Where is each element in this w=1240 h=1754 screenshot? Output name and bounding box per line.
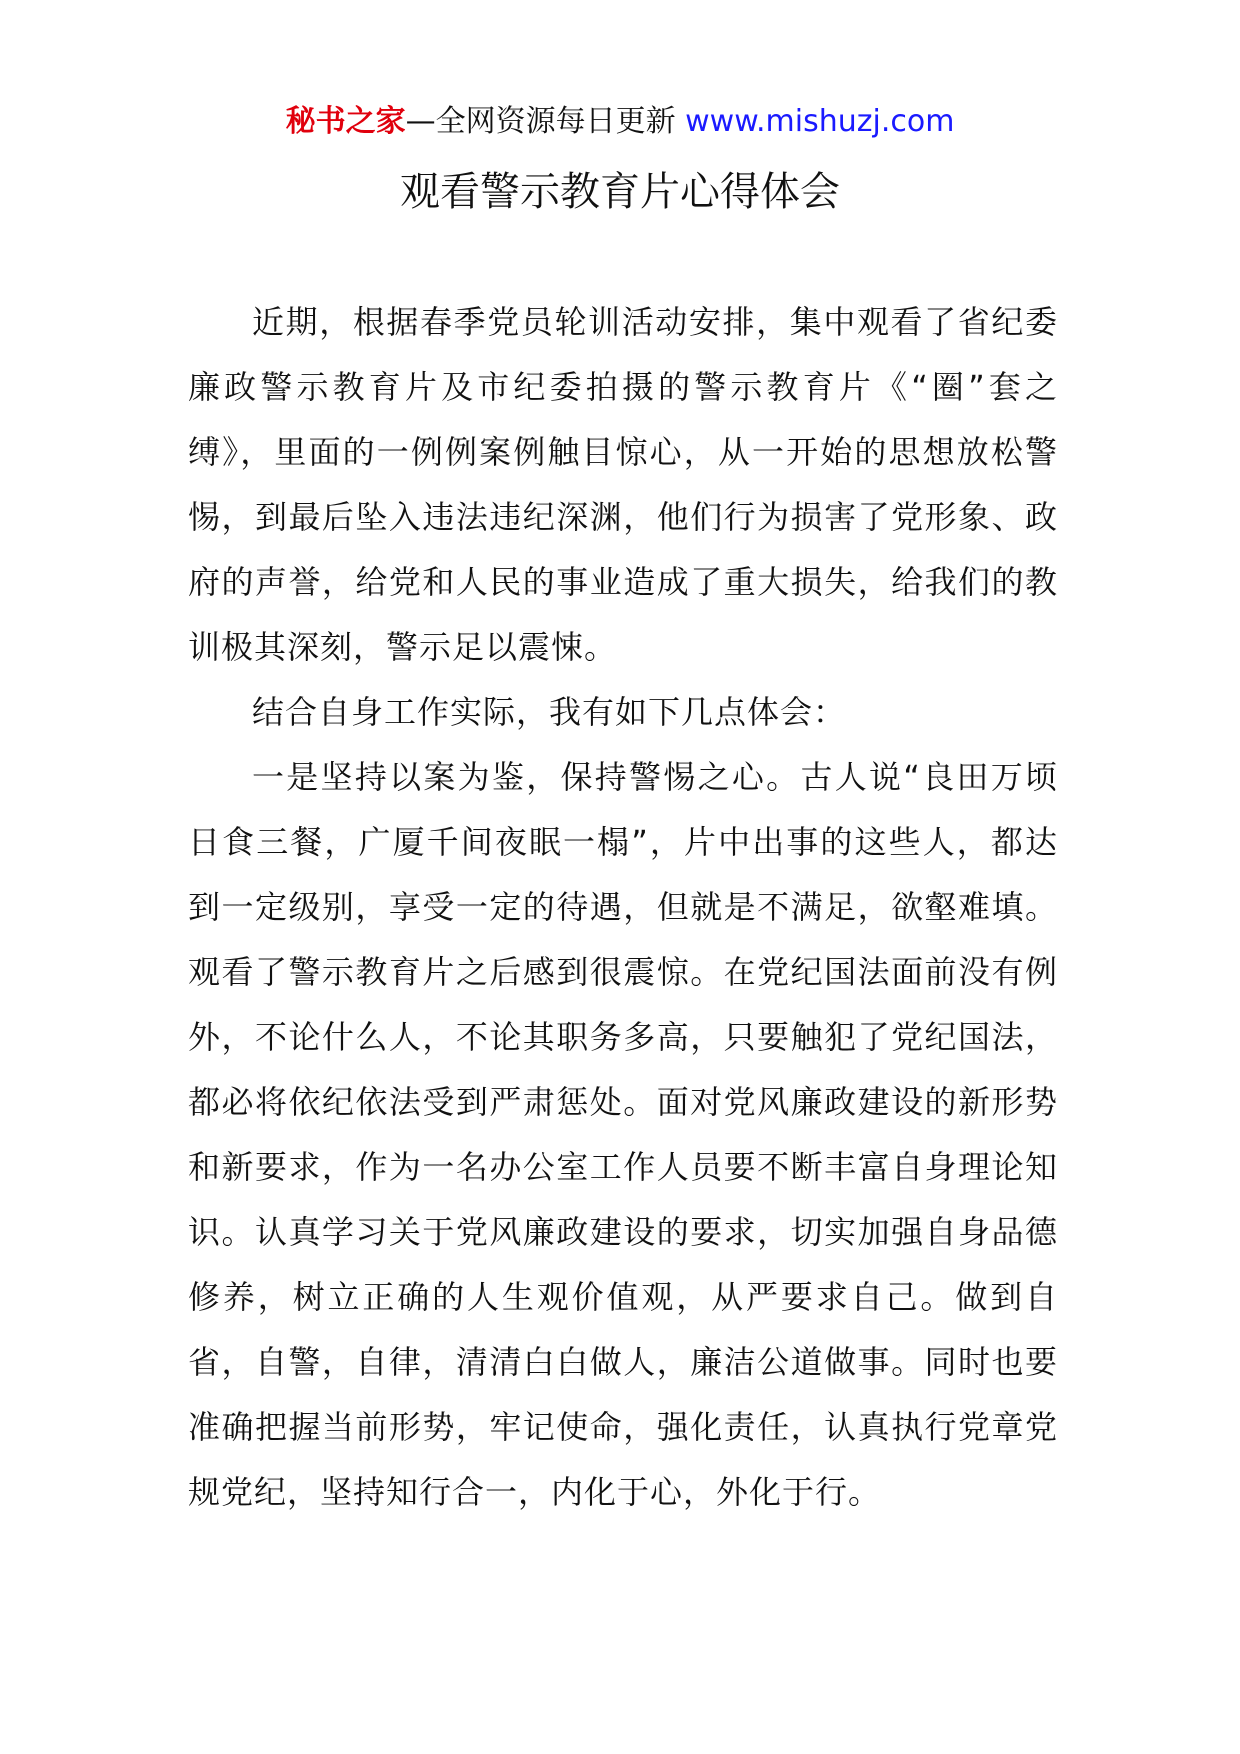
site-header (0, 100, 1240, 144)
site-url-link[interactable]: www.mishuzj.com (685, 104, 955, 139)
paragraph-summary: 结合自身工作实际，我有如下几点体会： (252, 693, 847, 731)
document-title: 观看警示教育片心得体会 (400, 169, 840, 215)
site-tagline: —全网资源每日更新 (405, 104, 686, 139)
paragraph-intro: 近期，根据春季党员轮训活动安排，集中观看了省纪委廉政警示教育片及市纪委拍摄的警示教育片《“圈”套之缚》，里面的一例例案例触目惊心，从一开始的思想放松警惕，到最后坠入违法违纪深渊，他们行为损害了党形象、政府的声誉，给党和人民的事业造成了重大损失，给我们的教训极其深刻，警示足以震悚。 (188, 303, 1058, 666)
site-name: 秘书之家 (285, 104, 406, 139)
document-body (188, 290, 1058, 1525)
paragraph-point-one: 一是坚持以案为鉴，保持警惕之心。古人说“良田万顷日食三餐，广厦千间夜眠一榻”，片中出事的这些人，都达到一定级别，享受一定的待遇，但就是不满足，欲壑难填。观看了警示教育片之后感到很震惊。在党纪国法面前没有例外，不论什么人，不论其职务多高，只要触犯了党纪国法，都必将依纪依法受到严肃惩处。面对党风廉政建设的新形势和新要求，作为一名办公室工作人员要不断丰富自身理论知识。认真学习关于党风廉政建设的要求，切实加强自身品德修养，树立正确的人生观价值观，从严要求自己。做到自省，自警，自律，清清白白做人，廉洁公道做事。同时也要准确把握当前形势，牢记使命，强化责任，认真执行党章党规党纪，坚持知行合一，内化于心，外化于行。 (188, 758, 1058, 1511)
